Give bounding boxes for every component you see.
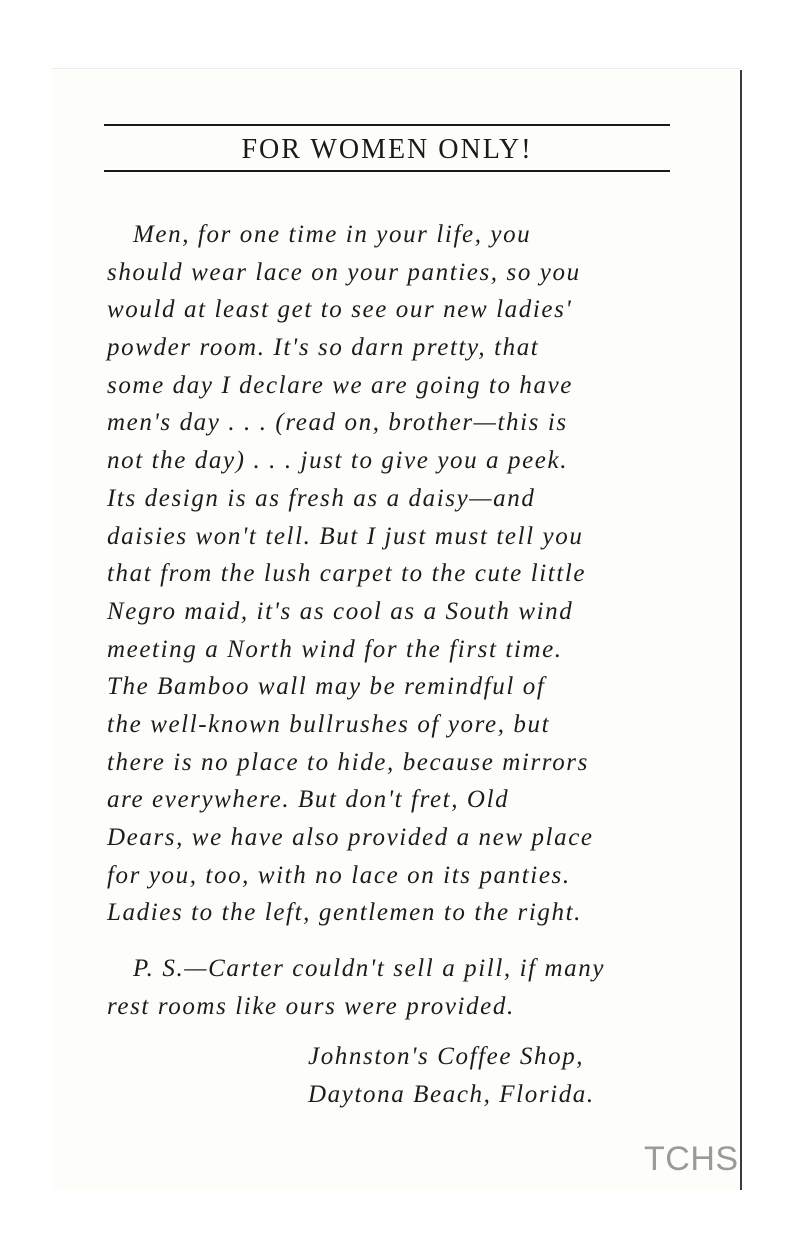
body-line: The Bamboo wall may be remindful of <box>107 673 546 701</box>
heading-bottom-rule <box>104 170 670 172</box>
body-line: Its design is as fresh as a daisy—and <box>107 484 536 512</box>
ps-line: P. S.—Carter couldn't sell a pill, if many <box>133 955 606 982</box>
postscript <box>107 950 707 1025</box>
body-line: the well-known bullrushes of yore, but <box>107 710 551 738</box>
signature-line: Johnston's Coffee Shop, <box>308 1043 585 1070</box>
body-line: daisies won't tell. But I just must tell you <box>107 522 584 550</box>
body-line: meeting a North wind for the first time. <box>107 635 563 663</box>
body-line: men's day . . . (read on, brother—this is <box>107 409 568 437</box>
body-paragraph <box>107 216 707 932</box>
ps-line: rest rooms like ours were provided. <box>107 992 515 1020</box>
body-line: not the day) . . . just to give you a peek. <box>107 447 569 475</box>
body-line: Ladies to the left, gentlemen to the right. <box>107 899 582 927</box>
body-line: Dears, we have also provided a new place <box>107 824 594 851</box>
body-line: there is no place to hide, because mirrors <box>107 748 589 776</box>
card-top-edge <box>52 68 740 69</box>
body-line: should wear lace on your panties, so you <box>107 258 581 286</box>
signature-line: Daytona Beach, Florida. <box>308 1080 595 1108</box>
heading-top-rule <box>104 124 670 126</box>
body-line: for you, too, with no lace on its panties. <box>107 861 571 889</box>
body-line: Men, for one time in your life, you <box>133 221 532 248</box>
body-line: powder room. It's so darn pretty, that <box>107 334 540 362</box>
body-line: Negro maid, it's as cool as a South wind <box>107 597 574 625</box>
page-title: FOR WOMEN ONLY! <box>241 134 533 165</box>
body-line: are everywhere. But don't fret, Old <box>107 786 510 814</box>
signature-block <box>308 1038 668 1113</box>
body-line: that from the lush carpet to the cute little <box>107 560 587 588</box>
body-line: some day I declare we are going to have <box>107 371 573 399</box>
watermark: TCHS <box>644 1140 739 1178</box>
body-line: would at least get to see our new ladies' <box>107 296 573 324</box>
